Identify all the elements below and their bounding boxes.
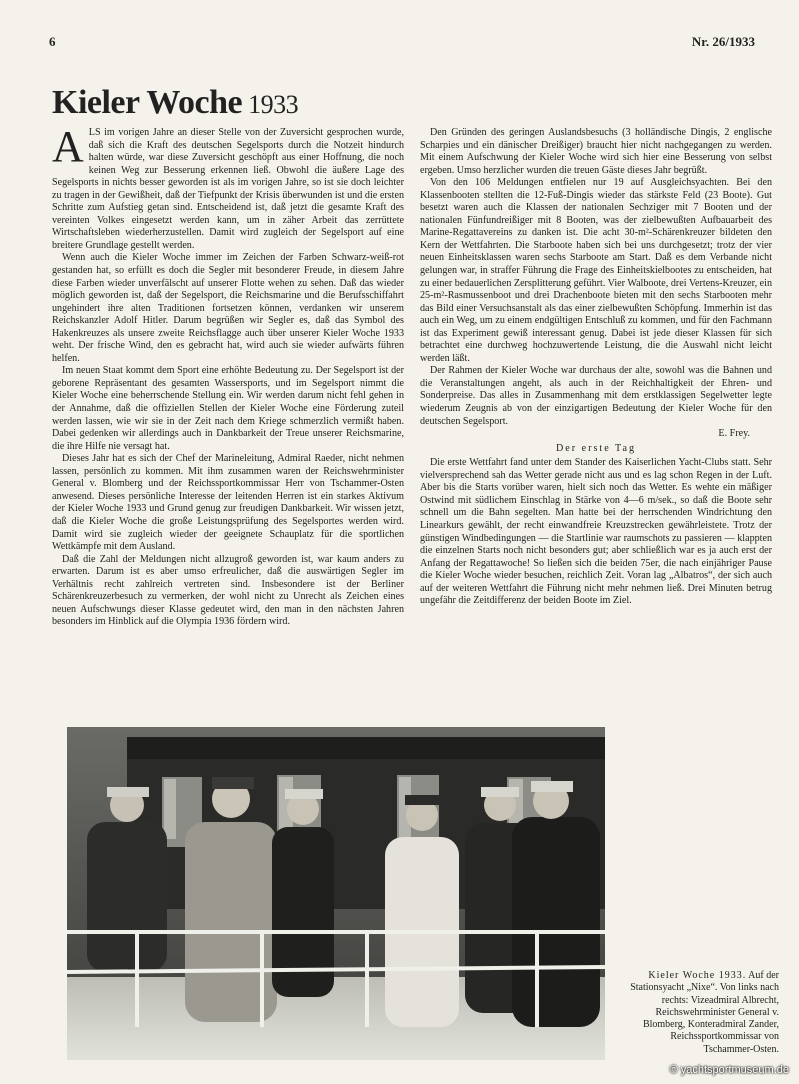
paragraph: Der Rahmen der Kieler Woche war durchaus der alte, sowohl was die Bahnen und die Veranstaltungen angeht, als auch in der Reichhaltigkeit der Ehren- und Sonderpreise. Das alles in Zusammenhang mit dem erstklassigen Segelwetter legte wiederum Zeugnis ab von der einzigartigen Bedeutung der Kieler Woche für den deutschen Segelsport. — [420, 365, 772, 427]
caption-lead: Kieler Woche 1933. — [648, 970, 747, 981]
title-main: Kieler Woche — [52, 84, 243, 121]
photo-caption — [619, 970, 779, 1056]
section-subheading: Der erste Tag — [555, 442, 637, 454]
paragraph: Dieses Jahr hat es sich der Chef der Marineleitung, Admiral Raeder, nicht nehmen lassen, persönlich zu kommen. Mit ihm zusammen waren der Reichswehrminister General v. Blomberg und der Reichssportkommissar Herr von Tschammer-Osten anwesend. Dieses persönliche Interesse der leitenden Herren ist ein starkes Aktivum der Kieler Woche 1933 und Grund genug zur freudigen Dankbarkeit. Wir wissen jetzt, daß die Kieler Woche die große Leistungsprüfung des Segelsportes werden wird. Damit wird sie zugleich wieder der geeignete Schauplatz für die sportlichen Wettkämpfe mit dem Ausland. — [52, 453, 404, 553]
photo-yacht-deck — [67, 727, 605, 1060]
right-column — [420, 127, 772, 717]
drop-cap: A — [52, 122, 84, 171]
paragraph: Den Gründen des geringen Auslandsbesuchs (3 holländische Dingis, 2 englische Scharpies und ein dänischer Dreißiger) braucht hier nicht nachgegangen zu werden. Mit einem Aufschwung der Kieler Woche wird sich hier eine Besserung von selbst ergeben. Umso herzlicher wurden die treuen Gäste dieses Jahr begrüßt. — [420, 127, 772, 176]
page-number: 6 — [49, 34, 56, 49]
watermark-text: © yachtsportmuseum.de — [669, 1064, 789, 1076]
issue-number: Nr. 26/1933 — [691, 34, 755, 49]
paragraph: Wenn auch die Kieler Woche immer im Zeichen der Farben Schwarz-weiß-rot gestanden hat, so erfüllt es doch die Segler mit besonderer Freude, in diesem Jahre diese Farben wieder unverfälscht auf unserer Flotte wehen zu sehen. Daß das wieder möglich geworden ist, daß der Segelsport, die Reichsmarine und die Berufsschiffahrt ungehindert ihre alten Traditionen fortsetzen können, verdanken wir unserem Reichskanzler Adolf Hitler. Darum begrüßen wir Segler es, daß das Symbol des Hakenkreuzes als unsere zweite Reichsflagge auch über unserer Kieler Woche 1933 weht. Der frische Wind, den es gebracht hat, wird auch sie wieder aufwärts führen helfen. — [52, 252, 404, 364]
paragraph: Im neuen Staat kommt dem Sport eine erhöhte Bedeutung zu. Der Segelsport ist der geborene Repräsentant des gesamten Wassersports, und im Segelsport nimmt die Kieler Woche eine beherrschende Stellung ein. Wir werden darum nicht fehl gehen in der Annahme, daß die offiziellen Stellen der Kieler Woche eine Förderung zuteil werden lassen, wie wir sie in der Zeit nach dem Kriege schmerzlich vermißt haben. Dabei gedenken wir allerdings auch in Dankbarkeit der Treue unserer Reichsmarine, die ihre Hilfe nie versagt hat. — [52, 365, 404, 452]
left-column — [52, 122, 404, 707]
caption-text: Auf der Stationsyacht „Nixe“. Von links nach rechts: Vizeadmiral Albrecht, Reichswehrminister General v. Blomberg, Konteradmiral Zander, Reichssportkommissar von Tschammer-Osten. — [630, 970, 779, 1055]
article-title — [52, 84, 298, 122]
author-signature: E. Frey. — [718, 428, 750, 440]
paragraph: Die erste Wettfahrt fand unter dem Stander des Kaiserlichen Yacht-Clubs statt. Sehr vielversprechend sah das Wetter gerade nicht aus und es lag schon Regen in der Luft. Aber bis die Starts vorüber waren, hielt sich noch das Wetter. Es wehte ein mäßiger Ostwind mit südlichem Einschlag in Stärke von 4—6 m/sek., so daß die Boote sehr schnell um die Bahn segelten. Man hatte bei der herrschenden Windrichtung den Linearkurs gewählt, der recht einwandfreie Kreuzstrecken gewährleistete. Trotz der günstigen Windbedingungen — die Startlinie war raumschots zu passieren — klappten die einzelnen Starts noch nicht besonders gut; aber schließlich war es ja auch erst der Anfang der Regattawoche! So ließen sich die beiden 75er, die nach einjähriger Pause die Kieler Woche wieder besuchen, reichlich Zeit. Voran lag „Albatros“, der sich auch auf der weiteren Wettfahrt die Führung nicht mehr nehmen ließ. Drei Minuten betrug ungefähr die Zeitdifferenz der beiden Boote im Ziel. — [420, 457, 772, 607]
title-year: 1933 — [248, 90, 299, 119]
watermark — [670, 1064, 789, 1076]
paragraph: Daß die Zahl der Meldungen nicht allzugroß geworden ist, war kaum anders zu erwarten. Darum ist es aber umso erfreulicher, daß die auswärtigen Segler im Verhältnis recht zahlreich vertreten sind. Insbesondere ist der Berliner Schärenkreuzerbesuch zu vermerken, der wohl nicht zu Unrecht als Zeichen eines neuen Aufschwungs dieser Klasse gedeutet wird, den man in den nächsten Jahren besonders im Hinblick auf die Olympia 1936 fördern wird. — [52, 553, 404, 628]
paragraph: ALS im vorigen Jahre an dieser Stelle von der Zuversicht gesprochen wurde, daß sich die Kraft des deutschen Segelsports durch die Notzeit hindurch halten würde, war diese Zuversicht geschöpft aus einer Hoffnung, die noch keinen Weg zur Besserung erkennen ließ. Obwohl die äußere Lage des Segelsports in nichts besser geworden ist als im vorigen Jahre, so ist sie doch leichter zu tragen in der Gewißheit, daß der Tiefpunkt der Krisis überwunden ist und die ersten Schritte zum Aufstieg getan sind. Entscheidend ist, daß jetzt die gesamte Kraft des vereinten Volkes eingesetzt werden kann, um in zäher Arbeit das zerrüttete Wirtschaftsleben wiederherzustellen. Damit wird zugleich der Segelsport auf eine breitere Grundlage gestellt werden. — [52, 122, 404, 251]
paragraph: Von den 106 Meldungen entfielen nur 19 auf Ausgleichsyachten. Bei den Klassenbooten stellten die 12-Fuß-Dingis wieder das stärkste Feld (23 Boote). Gut besetzt waren auch die Klassen der nationalen Sechziger mit 7 Booten und der nationalen Fünfundreißiger mit 8 Booten, was der zielbewußten Aufbauarbeit des Marine-Regattavereins zu danken ist. Die acht 30-m²-Schärenkreuzer bildeten den Kern der Wettfahrten. Die Starboote haben sich bei uns durchgesetzt; trotz der vier neuen Einheitsklassen waren sechs Starboote am Start. Daß es dem Verbande nicht gelungen war, in straffer Führung die Frage des Einheitskielbootes zu entscheiden, hat zu einer bedauerlichen Zersplitterung geführt. Vier Walboote, drei Vertens-Kreuzer, ein 25-m²-Rasmussenboot und drei Drachenboote bieten mit den sechs Starbooten mehr das Bild einer Versuchsanstalt als das einer zielbewußten Schöpfung. Immerhin ist das auch ein Weg, um zu einem endgültigen Entschluß zu kommen, und für den Fachmann ist das Experiment gewiß interessant genug. Dabei ist jede dieser Klassen für sich betrachtet eine durchweg hochzuwertende Leistung, die die Auswahl nicht leicht werden läßt. — [420, 177, 772, 364]
